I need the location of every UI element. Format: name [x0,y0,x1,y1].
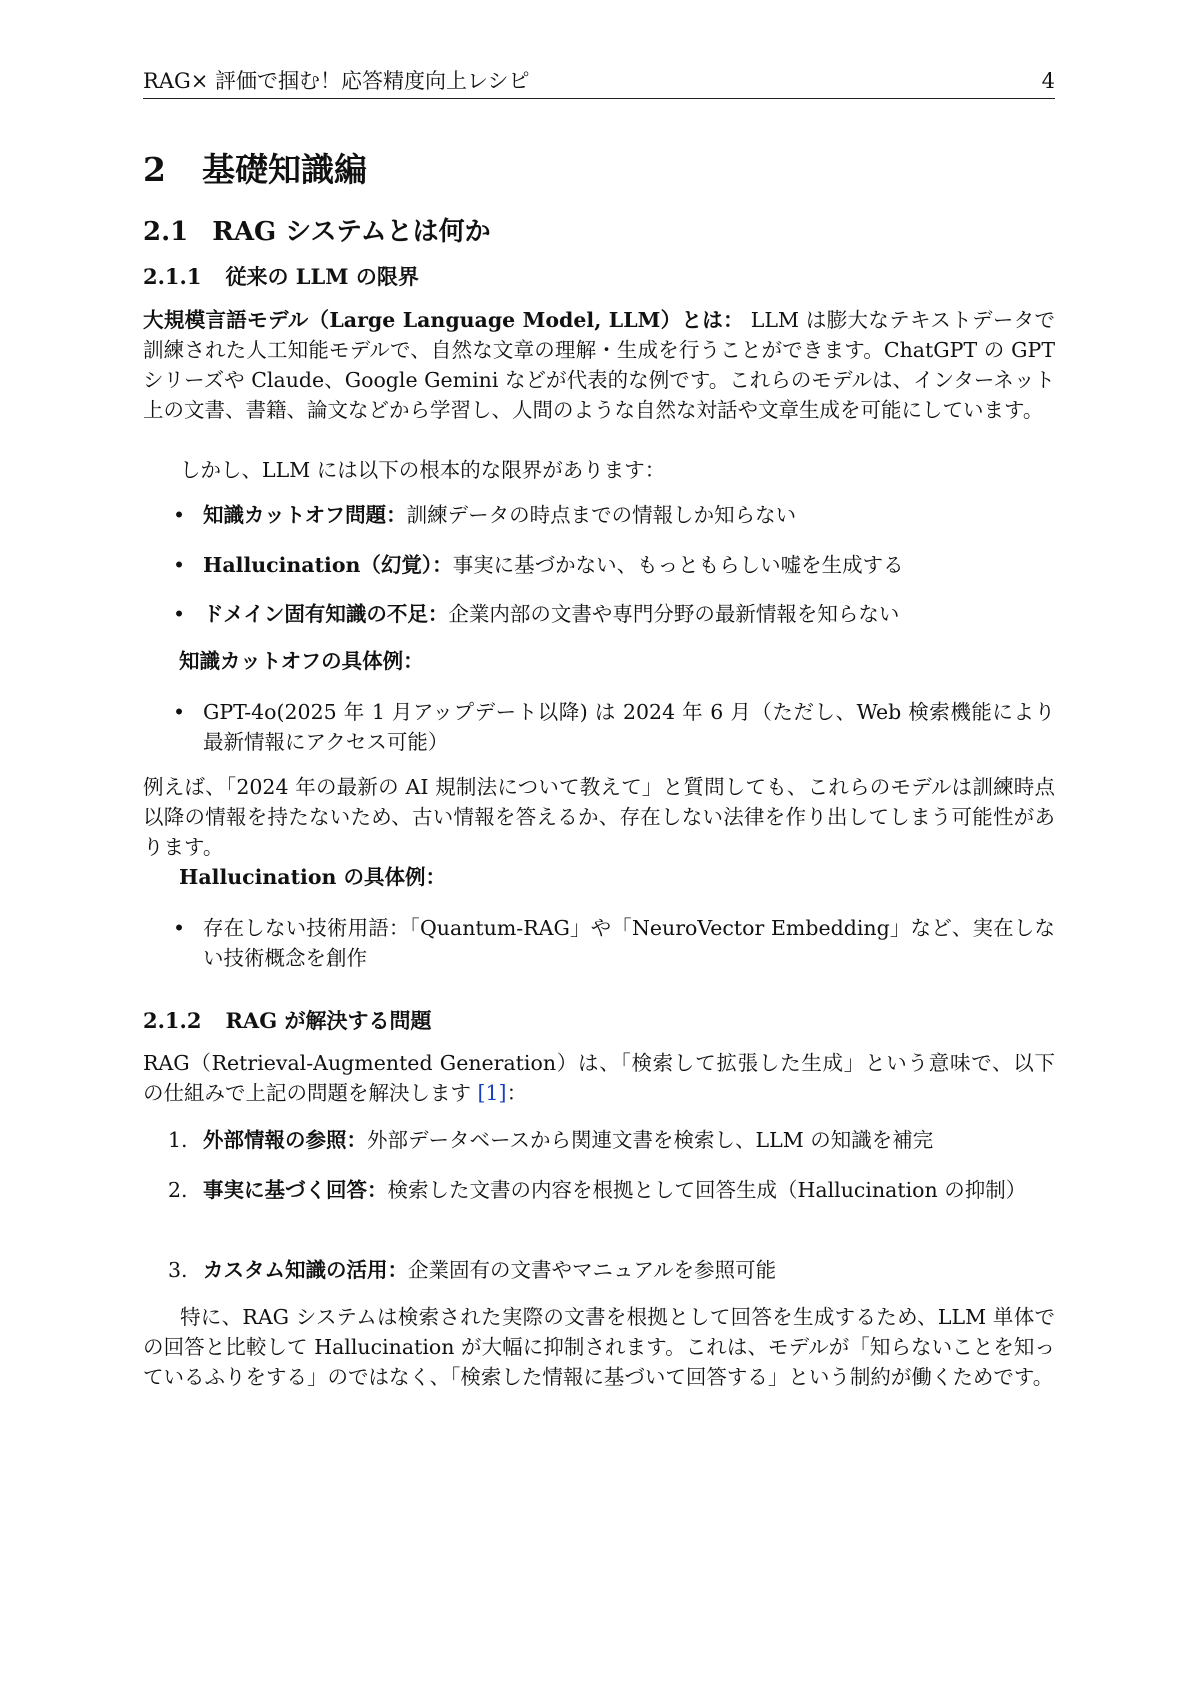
subsubsection-number: 2.1.2 [143,1008,202,1033]
list-item [143,500,1055,530]
llm-definition-term: 大規模言語モデル（Large Language Model, LLM）とは： [143,308,744,332]
rag-paragraph-tail: ： [506,1081,528,1105]
list-number: 3. [168,1258,188,1282]
bullet-icon: • [173,700,186,724]
subsection-heading [143,211,491,248]
cutoff-example-heading: 知識カットオフの具体例： [179,649,424,673]
list-number: 1. [168,1128,188,1152]
list-item [143,550,1055,580]
list-item [143,599,1055,629]
list-item-label: 外部情報の参照： [203,1128,367,1152]
closing-paragraph: 特に、RAG システムは検索された実際の文書を根拠として回答を生成するため、LLM 単体での回答と比較して Hallucination が大幅に抑制されます。これは、モデルが「知らないことを知っているふりをする」のではなく、「検索した情報に基づいて回答する」という制約が働くためです。 [143,1305,1055,1389]
list-item-text: 企業固有の文書やマニュアルを参照可能 [408,1258,777,1282]
rag-paragraph [143,1048,1055,1108]
section-title: 基礎知識編 [201,150,367,189]
subsection-number: 2.1 [143,217,189,247]
llm-definition-text: LLM は膨大なテキストデータで訓練された人工知能モデルで、自然な文章の理解・生成を行うことができます。ChatGPT の GPT シリーズや Claude、Google Gemini などが代表的な例です。これらのモデルは、インターネット上の文書、書籍、論文などから学習し、人間のような自然な対話や文章生成を可能にしています。 [143,308,1055,422]
list-item-label: ドメイン固有知識の不足： [203,602,449,626]
bullet-icon: • [173,916,186,940]
header-title: RAG× 評価で掴む！応答精度向上レシピ [143,69,530,93]
running-header [143,64,1055,99]
list-item-text: GPT-4o(2025 年 1 月アップデート以降) は 2024 年 6 月（ただし、Web 検索機能により最新情報にアクセス可能） [203,700,1055,754]
bullet-icon: • [173,602,186,626]
list-item-label: Hallucination（幻覚）： [203,553,453,577]
subsection-title: RAG システムとは何か [212,217,491,247]
llm-definition-paragraph [143,305,1055,425]
list-item-label: 知識カットオフ問題： [203,503,407,527]
rag-paragraph-text: RAG（Retrieval-Augmented Generation）は、「検索して拡張した生成」という意味で、以下の仕組みで上記の問題を解決します [143,1051,1055,1105]
list-number: 2. [168,1178,188,1202]
citation-link[interactable]: [1] [477,1081,507,1105]
bullet-icon: • [173,503,186,527]
page-number: 4 [1041,69,1055,93]
list-item-text: 企業内部の文書や専門分野の最新情報を知らない [448,602,900,626]
bullet-icon: • [173,553,186,577]
list-item-text: 外部データベースから関連文書を検索し、LLM の知識を補完 [367,1128,934,1152]
subsubsection-title: RAG が解決する問題 [225,1008,432,1033]
section-heading [143,144,367,191]
limits-intro: しかし、LLM には以下の根本的な限界があります： [180,458,666,482]
subsubsection-heading-2 [143,1005,431,1035]
example-paragraph: 例えば、「2024 年の最新の AI 規制法について教えて」と質問しても、これらのモデルは訓練時点以降の情報を持たないため、古い情報を答えるか、存在しない法律を作り出してしまう可能性があります。 [143,775,1055,859]
list-item [143,1255,1055,1285]
list-item-label: カスタム知識の活用： [203,1258,408,1282]
list-item-text: 存在しない技術用語：「Quantum-RAG」や「NeuroVector Embedding」など、実在しない技術概念を創作 [203,916,1055,970]
subsubsection-heading-1 [143,261,419,291]
list-item-text: 検索した文書の内容を根拠として回答生成（Hallucination の抑制） [387,1178,1027,1202]
list-item-text: 事実に基づかない、もっともらしい嘘を生成する [452,553,904,577]
section-number: 2 [143,150,166,189]
list-item [143,913,1055,973]
list-item-label: 事実に基づく回答： [203,1178,388,1202]
subsubsection-number: 2.1.1 [143,264,202,289]
list-item [143,1125,1055,1155]
list-item-text: 訓練データの時点までの情報しか知らない [406,503,797,527]
hallucination-example-heading: Hallucination の具体例： [179,865,447,889]
subsubsection-title: 従来の LLM の限界 [225,264,419,289]
list-item [143,1175,1055,1205]
list-item [143,697,1055,757]
